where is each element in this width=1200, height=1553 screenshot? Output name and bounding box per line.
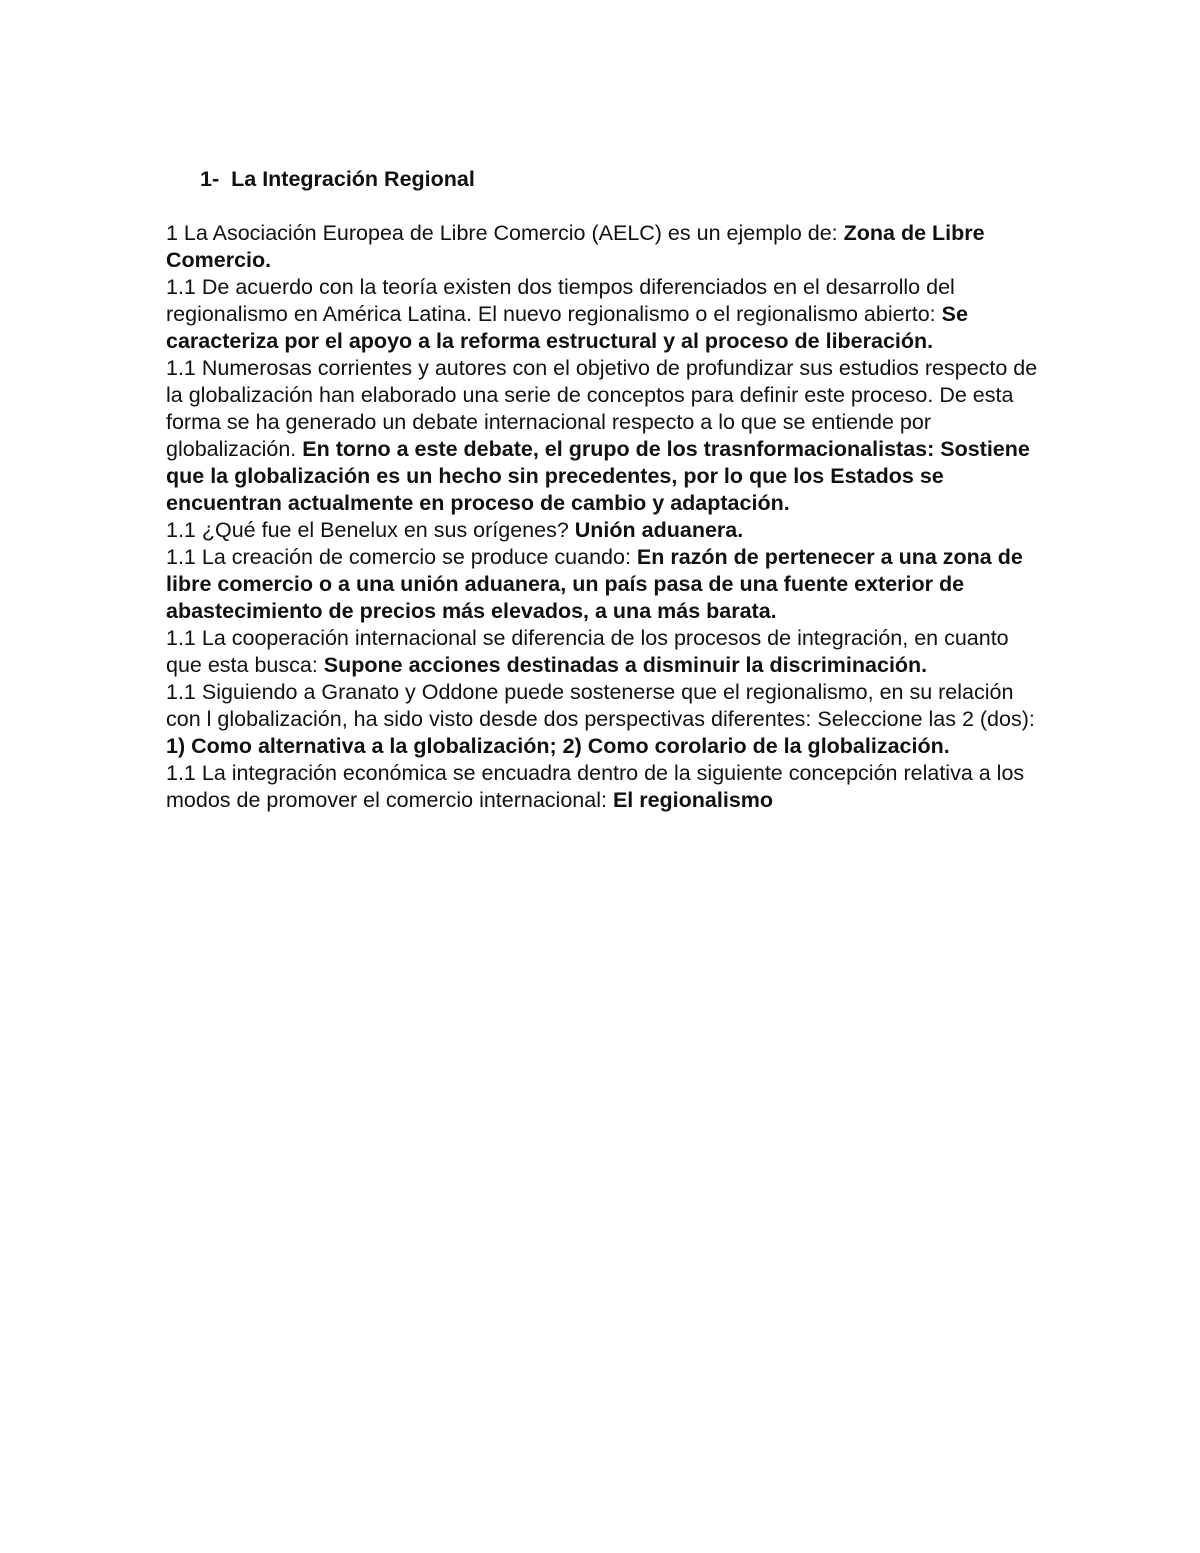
question-item xyxy=(166,355,1046,517)
answer-text: El regionalismo xyxy=(612,788,774,812)
question-item xyxy=(166,544,1046,625)
answer-text: Zona de Libre Comercio. xyxy=(166,221,985,272)
question-text: 1.1 La cooperación internacional se diferencia de los procesos de integración, en cuanto que esta busca: xyxy=(166,626,1009,677)
question-text: 1 La Asociación Europea de Libre Comercio (AELC) es un ejemplo de: xyxy=(166,221,844,245)
question-text: 1.1 ¿Qué fue el Benelux en sus orígenes? xyxy=(166,518,575,542)
section-title: La Integración Regional xyxy=(231,167,475,191)
answer-text: Se caracteriza por el apoyo a la reforma estructural y al proceso de liberación. xyxy=(166,302,968,353)
question-item xyxy=(166,220,1046,274)
question-item xyxy=(166,625,1046,679)
question-text: 1.1 La creación de comercio se produce cuando: xyxy=(166,545,637,569)
answer-text: Unión aduanera. xyxy=(574,518,744,542)
question-text: 1.1 De acuerdo con la teoría existen dos tiempos diferenciados en el desarrollo del regionalismo en América Latina. El nuevo regionalismo o el regionalismo abierto: xyxy=(166,275,955,326)
answer-text: En torno a este debate, el grupo de los trasnformacionalistas: Sostiene que la globalización es un hecho sin precedentes, por lo que los Estados se encuentran actualmente en proceso de cambio y adaptación. xyxy=(166,437,1030,515)
answer-text: Supone acciones destinadas a disminuir la discriminación. xyxy=(323,653,928,677)
section-heading xyxy=(200,167,475,192)
question-item xyxy=(166,274,1046,355)
question-item xyxy=(166,679,1046,760)
answer-text: 1) Como alternativa a la globalización; 2) Como corolario de la globalización. xyxy=(166,734,950,758)
question-text: 1.1 La integración económica se encuadra dentro de la siguiente concepción relativa a los modos de promover el comercio internacional: xyxy=(166,761,1025,812)
question-text: 1.1 Numerosas corrientes y autores con el objetivo de profundizar sus estudios respecto de la globalización han elaborado una serie de conceptos para definir este proceso. De esta forma se ha generado un debate internacional respecto a lo que se entiende por globalización. xyxy=(166,356,1038,461)
question-text: 1.1 Siguiendo a Granato y Oddone puede sostenerse que el regionalismo, en su relación con l globalización, ha sido visto desde dos perspectivas diferentes: Seleccione las 2 (dos): xyxy=(166,680,1035,731)
question-item xyxy=(166,517,1046,544)
question-item xyxy=(166,760,1046,814)
answer-text: En razón de pertenecer a una zona de libre comercio o a una unión aduanera, un país pasa de una fuente exterior de abastecimiento de precios más elevados, a una más barata. xyxy=(166,545,1023,623)
section-number: 1- xyxy=(200,167,220,191)
question-list xyxy=(166,220,1046,814)
